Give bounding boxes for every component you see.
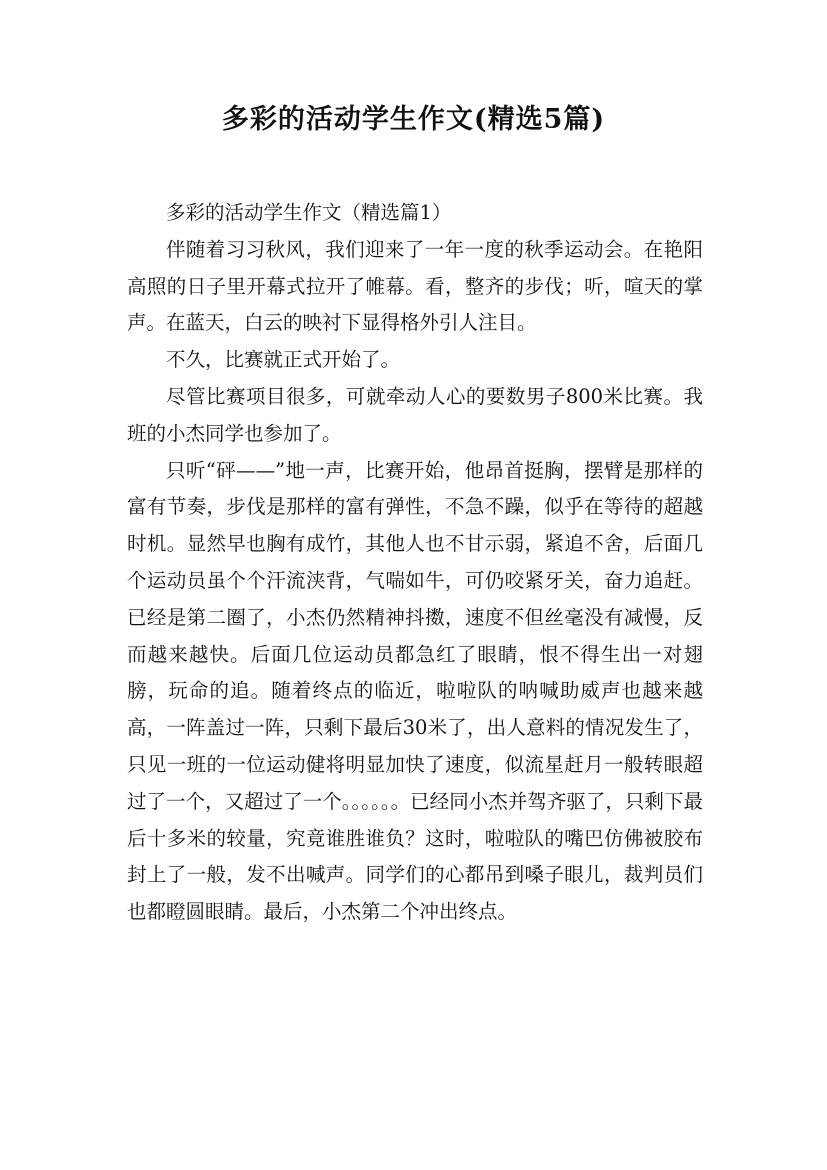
paragraph: 不久，比赛就正式开始了。 <box>166 348 401 372</box>
paragraph: 只听“砰——”地一声，比赛开始，他昂首挺胸，摆臂是那样的富有节奏，步伐是那样的富有弹性，不急不躁，似乎在等待的超越时机。显然早也胸有成竹，其他人也不甘示弱，紧追不舍，后面几个运动员虽个个汗流浃背，气喘如牛，可仍咬紧牙关，奋力追赶。已经是第二圈了，小杰仍然精神抖擞，速度不但丝毫没有减慢，反而越来越快。后面几位运动员都急红了眼睛，恨不得生出一对翅膀，玩命的追。随着终点的临近，啦啦队的呐喊助威声也越来越高，一阵盖过一阵，只剩下最后30米了，出人意料的情况发生了，只见一班的一位运动健将明显加快了速度，似流星赶月一般转眼超过了一个，又超过了一个。。。。。。已经同小杰并驾齐驱了，只剩下最后十多米的较量，究竟谁胜谁负？这时，啦啦队的嘴巴仿佛被胶布封上了一般，发不出喊声。同学们的心都吊到嗓子眼儿，裁判员们也都瞪圆眼睛。最后，小杰第二个冲出终点。 <box>127 458 703 924</box>
document-title: 多彩的活动学生作文(精选5篇) <box>221 104 606 135</box>
paragraph: 尽管比赛项目很多，可就牵动人心的要数男子800米比赛。我班的小杰同学也参加了。 <box>127 384 703 445</box>
document-body <box>127 195 703 931</box>
section-heading: 多彩的活动学生作文（精选篇1） <box>166 201 452 224</box>
paragraph: 伴随着习习秋风，我们迎来了一年一度的秋季运动会。在艳阳高照的日子里开幕式拉开了帷幕。看，整齐的步伐；听，喧天的掌声。在蓝天，白云的映衬下显得格外引人注目。 <box>127 237 703 335</box>
